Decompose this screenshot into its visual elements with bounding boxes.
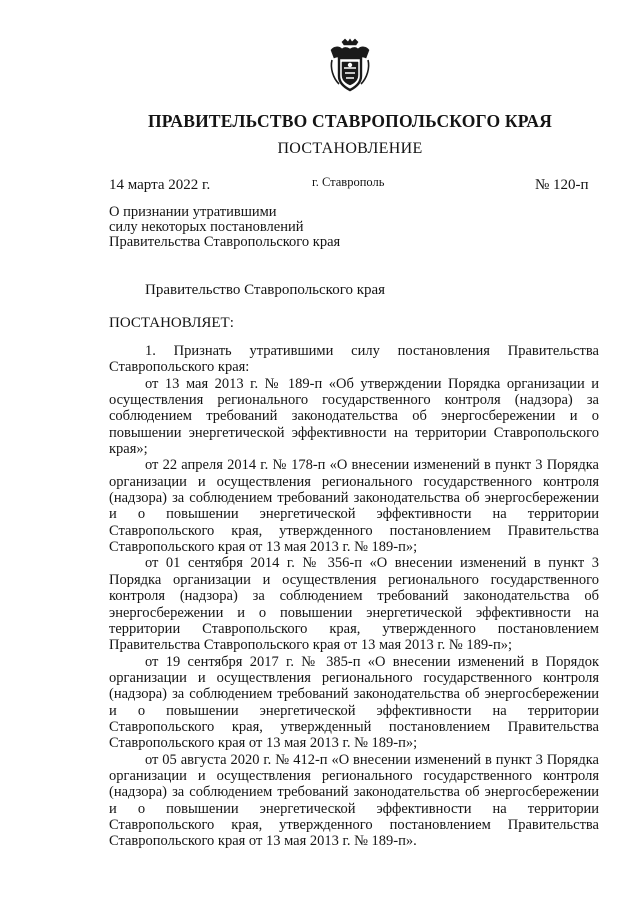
document-number: № 120-п bbox=[535, 177, 589, 193]
preamble: Правительство Ставропольского края bbox=[145, 282, 386, 298]
paragraph-resolution-412: от 05 августа 2020 г. № 412-п «О внесении изменений в пункт 3 Порядка организации и осуществления регионального государственного контроля (надзора) за соблюдением требований законодательства об энергосбережении и о повышении энергетической эффективности на территории Ставропольского края, утвержденного постановлением Правительства Ставропольского края от 13 мая 2013 г. № 189-п». bbox=[109, 751, 599, 850]
government-title: ПРАВИТЕЛЬСТВО СТАВРОПОЛЬСКОГО КРАЯ bbox=[147, 111, 553, 131]
document-subject bbox=[109, 205, 389, 250]
resolves-heading: ПОСТАНОВЛЯЕТ: bbox=[109, 315, 234, 331]
document-body bbox=[109, 343, 599, 850]
paragraph-resolution-178: от 22 апреля 2014 г. № 178-п «О внесении изменений в пункт 3 Порядка организации и осуществления регионального государственного контроля (надзора) за соблюдением требований законодательства об энергосбережении и о повышении энергетической эффективности на территории Ставропольского края, утвержденного постановлением Правительства Ставропольского края от 13 мая 2013 г. № 189-п»; bbox=[109, 457, 599, 556]
paragraph-resolution-356: от 01 сентября 2014 г. № 356-п «О внесении изменений в пункт 3 Порядка организации и осуществления регионального государственного контроля (надзора) за соблюдением требований законодательства об энергосбережении и о повышении энергетической эффективности на территории Ставропольского края, утвержденного постановлением Правительства Ставропольского края от 13 мая 2013 г. № 189-п»; bbox=[109, 555, 599, 654]
document-date: 14 марта 2022 г. bbox=[109, 177, 211, 193]
subject-line: О признании утратившими bbox=[109, 204, 277, 220]
paragraph-resolution-385: от 19 сентября 2017 г. № 385-п «О внесении изменений в Порядок организации и осуществления регионального государственного контроля (надзора) за соблюдением требований законодательства об энергосбережении и о повышении энергетической эффективности на территории Ставропольского края, утвержденный постановлением Правительства Ставропольского края от 13 мая 2013 г. № 189-п»; bbox=[109, 653, 599, 752]
coat-of-arms-emblem bbox=[328, 38, 372, 92]
subject-line: Правительства Ставропольского края bbox=[109, 234, 341, 250]
paragraph-item-1: 1. Признать утратившими силу постановления Правительства Ставропольского края: bbox=[109, 343, 599, 376]
document-type: ПОСТАНОВЛЕНИЕ bbox=[277, 140, 423, 157]
paragraph-resolution-189: от 13 мая 2013 г. № 189-п «Об утверждении Порядка организации и осуществления регионального государственного контроля (надзора) за соблюдением требований законодательства об энергосбережении и о повышении энергетической эффективности на территории Ставропольского края»; bbox=[109, 375, 599, 458]
subject-line: силу некоторых постановлений bbox=[109, 219, 304, 235]
document-place: г. Ставрополь bbox=[312, 175, 385, 189]
